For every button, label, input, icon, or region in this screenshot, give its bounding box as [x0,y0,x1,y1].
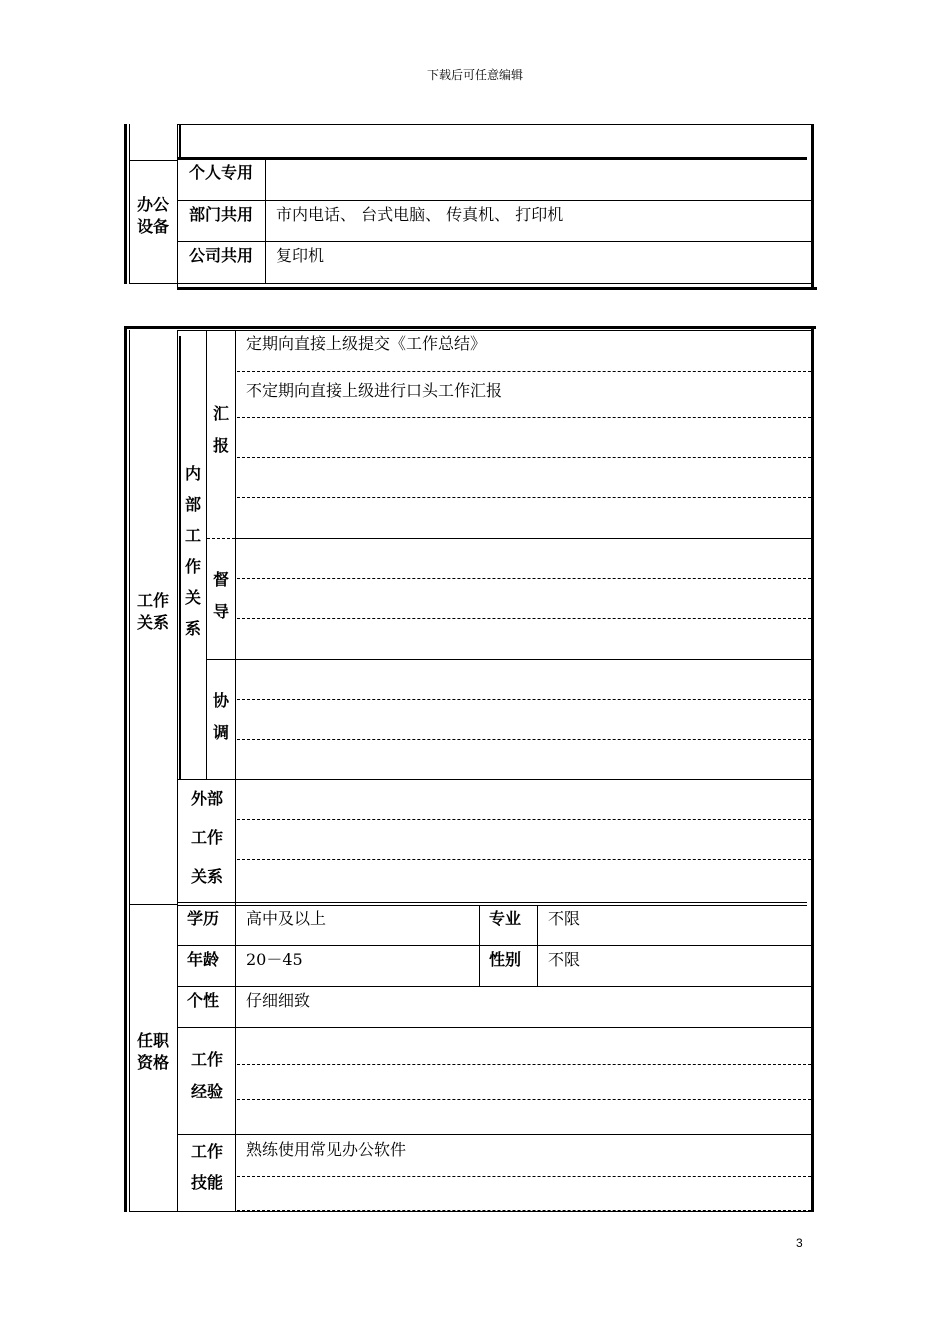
company-shared-value: 复印机 [276,246,325,265]
experience-label-1: 工作 [190,1050,223,1069]
report-line-1: 定期向直接上级提交《工作总结》 [246,334,487,353]
department-shared-value: 市内电话、 台式电脑、 传真机、 打印机 [276,205,564,224]
education-value: 高中及以上 [246,909,327,928]
work-relations-section-label: 工作关系 [136,591,169,632]
experience-label-2: 经验 [190,1082,223,1101]
coordinate-label: 协调 [212,691,229,742]
supervise-label: 督导 [212,570,229,621]
company-shared-label: 公司共用 [189,246,254,265]
personal-use-label: 个人专用 [189,163,254,182]
gender-label: 性别 [489,950,522,969]
personality-value: 仔细细致 [246,991,311,1010]
external-relations-label-3: 关系 [190,867,223,886]
skills-label-2: 技能 [190,1173,223,1192]
header-note: 下载后可任意编辑 [426,68,523,82]
personality-label: 个性 [187,991,220,1010]
report-line-2: 不定期向直接上级进行口头工作汇报 [246,381,503,400]
office-equipment-section-label: 办公设备 [136,195,169,236]
skills-label-1: 工作 [190,1142,223,1161]
qualifications-section-label: 任职资格 [136,1031,169,1072]
external-relations-label-2: 工作 [190,828,223,847]
age-value: 20－45 [246,950,303,969]
major-value: 不限 [548,909,581,928]
gender-value: 不限 [548,950,581,969]
page-number: 3 [796,1236,803,1250]
education-label: 学历 [187,909,220,928]
report-label: 汇报 [212,404,229,455]
department-shared-label: 部门共用 [189,205,254,224]
external-relations-label-1: 外部 [190,789,223,808]
skills-value: 熟练使用常见办公软件 [246,1140,407,1159]
internal-relations-label: 内部工作关系 [184,464,201,638]
major-label: 专业 [489,909,522,928]
age-label: 年龄 [187,950,220,969]
